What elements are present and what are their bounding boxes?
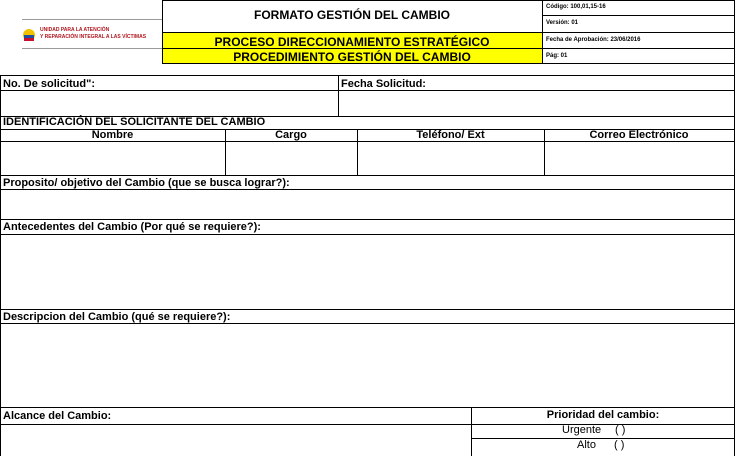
- no-solicitud-label: No. De solicitud":: [3, 78, 95, 90]
- column-nombre: Nombre: [91, 129, 134, 141]
- codigo-label: Código: 100,01,15-16: [546, 4, 606, 10]
- column-cargo: Cargo: [275, 129, 307, 141]
- logo-emblem-icon: [22, 27, 36, 43]
- logo-line2: Y REPARACIÓN INTEGRAL A LAS VÍCTIMAS: [40, 34, 147, 40]
- antecedentes-label: Antecedentes del Cambio (Por qué se requiere?):: [3, 221, 261, 233]
- descripcion-label: Descripcion del Cambio (qué se requiere?):: [3, 311, 231, 323]
- proposito-input[interactable]: [1, 190, 734, 219]
- alcance-label: Alcance del Cambio:: [3, 410, 112, 422]
- process-name: PROCESO DIRECCIONAMIENTO ESTRATÉGICO: [214, 35, 490, 49]
- procedure-name: PROCEDIMIENTO GESTIÓN DEL CAMBIO: [233, 50, 471, 64]
- prioridad-option-urgente[interactable]: [472, 425, 734, 438]
- cargo-input[interactable]: [226, 142, 357, 175]
- pagina-label: Pág: 01: [546, 53, 568, 59]
- header-area: [0, 0, 735, 75]
- alto-label: Alto: [577, 439, 596, 451]
- column-correo: Correo Electrónico: [589, 129, 689, 141]
- proposito-label: Proposito/ objetivo del Cambio (que se busca lograr?):: [3, 177, 290, 189]
- nombre-input[interactable]: [1, 142, 225, 175]
- document-title: FORMATO GESTIÓN DEL CAMBIO: [253, 8, 450, 22]
- prioridad-option-alto[interactable]: [472, 439, 734, 456]
- column-telefono: Teléfono/ Ext: [416, 129, 485, 141]
- telefono-input[interactable]: [358, 142, 544, 175]
- logo: [22, 25, 162, 47]
- fecha-aprobacion-label: Fecha de Aprobación: 23/06/2016: [546, 37, 641, 43]
- fecha-solicitud-label: Fecha Solicitud:: [341, 78, 426, 90]
- urgente-checkbox[interactable]: ( ): [615, 424, 626, 436]
- alto-checkbox[interactable]: ( ): [614, 439, 625, 451]
- no-solicitud-input[interactable]: [1, 91, 338, 116]
- antecedentes-input[interactable]: [1, 235, 734, 309]
- identificacion-heading: IDENTIFICACIÓN DEL SOLICITANTE DEL CAMBIO: [3, 116, 266, 128]
- alcance-input[interactable]: [1, 425, 471, 456]
- version-label: Versión: 01: [546, 20, 579, 26]
- correo-input[interactable]: [545, 142, 734, 175]
- descripcion-input[interactable]: [1, 324, 734, 407]
- prioridad-label: Prioridad del cambio:: [546, 409, 660, 421]
- logo-line1: UNIDAD PARA LA ATENCIÓN: [40, 27, 110, 33]
- urgente-label: Urgente: [562, 424, 602, 436]
- fecha-solicitud-input[interactable]: [339, 91, 734, 116]
